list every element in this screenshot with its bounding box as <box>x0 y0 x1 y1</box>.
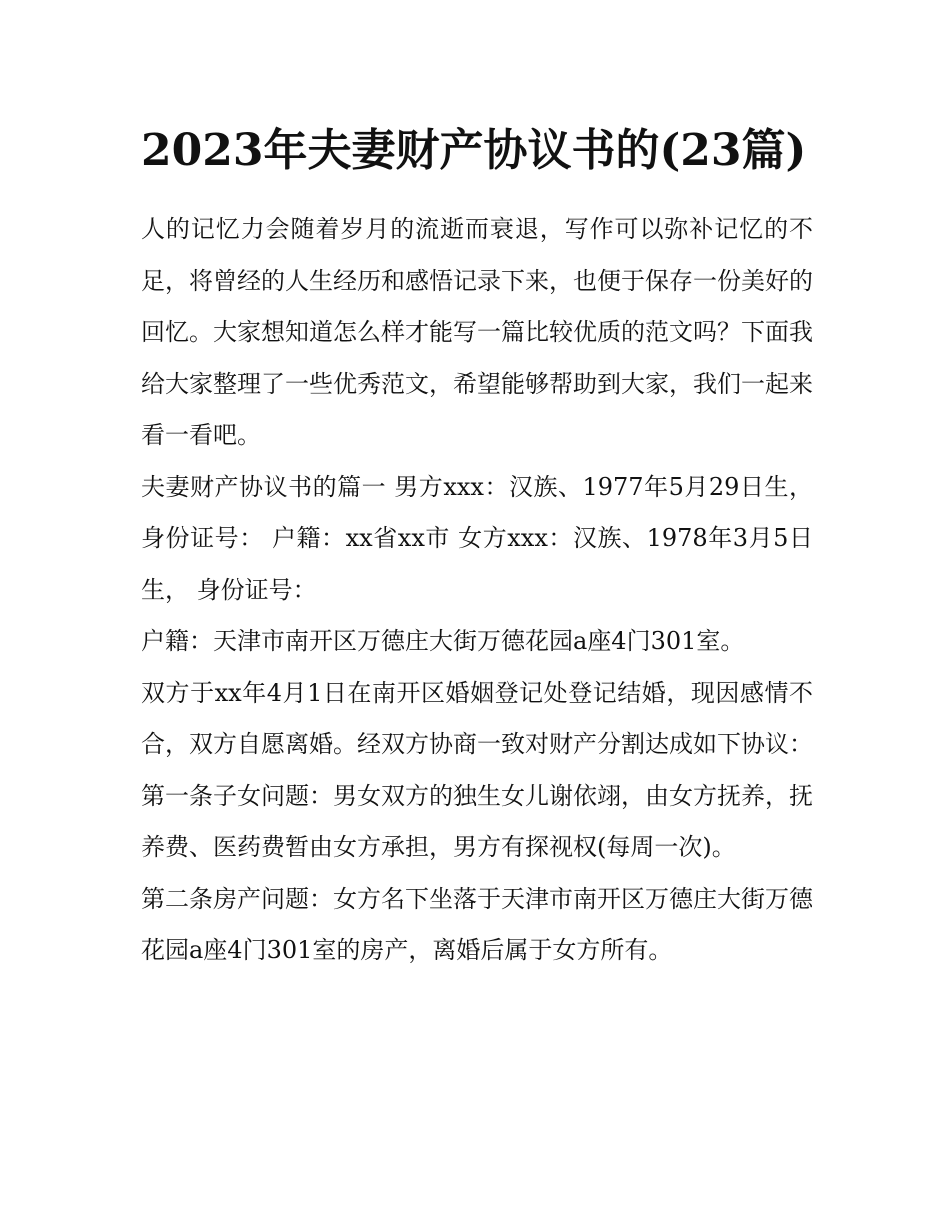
residence-paragraph: 户籍：天津市南开区万德庄大街万德花园a座4门301室。 <box>141 627 745 655</box>
document-page <box>141 112 813 977</box>
parties-paragraph: 夫妻财产协议书的篇一 男方xxx：汉族、1977年5月29日生，身份证号： 户籍：xx省xx市 女方xxx：汉族、1978年3月5日生， 身份证号： <box>141 472 813 604</box>
document-body <box>141 204 813 977</box>
marriage-paragraph: 双方于xx年4月1日在南开区婚姻登记处登记结婚，现因感情不合，双方自愿离婚。经双方协商一致对财产分割达成如下协议： <box>141 678 813 758</box>
article-one-paragraph: 第一条子女问题：男女双方的独生女儿谢依翊，由女方抚养，抚养费、医药费暂由女方承担，男方有探视权(每周一次)。 <box>141 781 813 861</box>
intro-paragraph: 人的记忆力会随着岁月的流逝而衰退，写作可以弥补记忆的不足，将曾经的人生经历和感悟记录下来，也便于保存一份美好的回忆。大家想知道怎么样才能写一篇比较优质的范文吗？下面我给大家整理了一些优秀范文，希望能够帮助到大家，我们一起来看一看吧。 <box>141 215 813 449</box>
document-title: 2023年夫妻财产协议书的(23篇) <box>141 125 807 176</box>
article-two-paragraph: 第二条房产问题：女方名下坐落于天津市南开区万德庄大街万德花园a座4门301室的房产，离婚后属于女方所有。 <box>141 884 813 964</box>
